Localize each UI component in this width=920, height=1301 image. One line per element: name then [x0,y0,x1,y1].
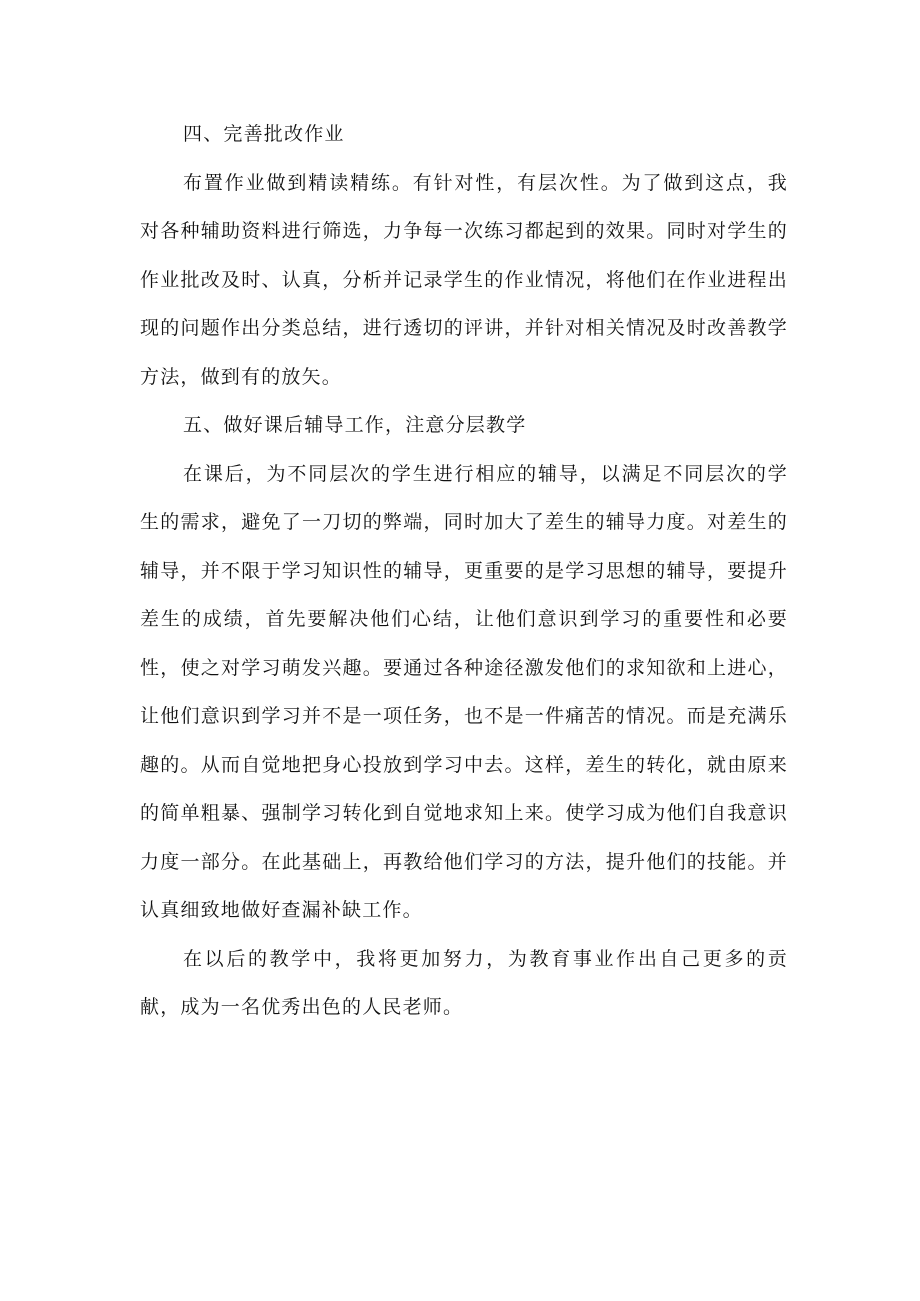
paragraph-tutoring: 在课后，为不同层次的学生进行相应的辅导，以满足不同层次的学生的需求，避免了一刀切的弊端，同时加大了差生的辅导力度。对差生的辅导，并不限于学习知识性的辅导，更重要的是学习思想的辅导，要提升差生的成绩，首先要解决他们心结，让他们意识到学习的重要性和必要性，使之对学习萌发兴趣。要通过各种途径激发他们的求知欲和上进心，让他们意识到学习并不是一项任务，也不是一件痛苦的情况。而是充满乐趣的。从而自觉地把身心投放到学习中去。这样，差生的转化，就由原来的简单粗暴、强制学习转化到自觉地求知上来。使学习成为他们自我意识力度一部分。在此基础上，再教给他们学习的方法，提升他们的技能。并认真细致地做好查漏补缺工作。 [140,462,788,921]
section-heading-5: 五、做好课后辅导工作，注意分层教学 [183,414,527,436]
document-body [140,110,788,1032]
section-heading-4: 四、完善批改作业 [183,123,345,145]
paragraph-homework: 布置作业做到精读精练。有针对性，有层次性。为了做到这点，我对各种辅助资料进行筛选，力争每一次练习都起到的效果。同时对学生的作业批改及时、认真，分析并记录学生的作业情况，将他们在作业进程出现的问题作出分类总结，进行透切的评讲，并针对相关情况及时改善教学方法，做到有的放矢。 [140,171,788,388]
paragraph-conclusion: 在以后的教学中，我将更加努力，为教育事业作出自己更多的贡献，成为一名优秀出色的人民老师。 [140,947,788,1018]
